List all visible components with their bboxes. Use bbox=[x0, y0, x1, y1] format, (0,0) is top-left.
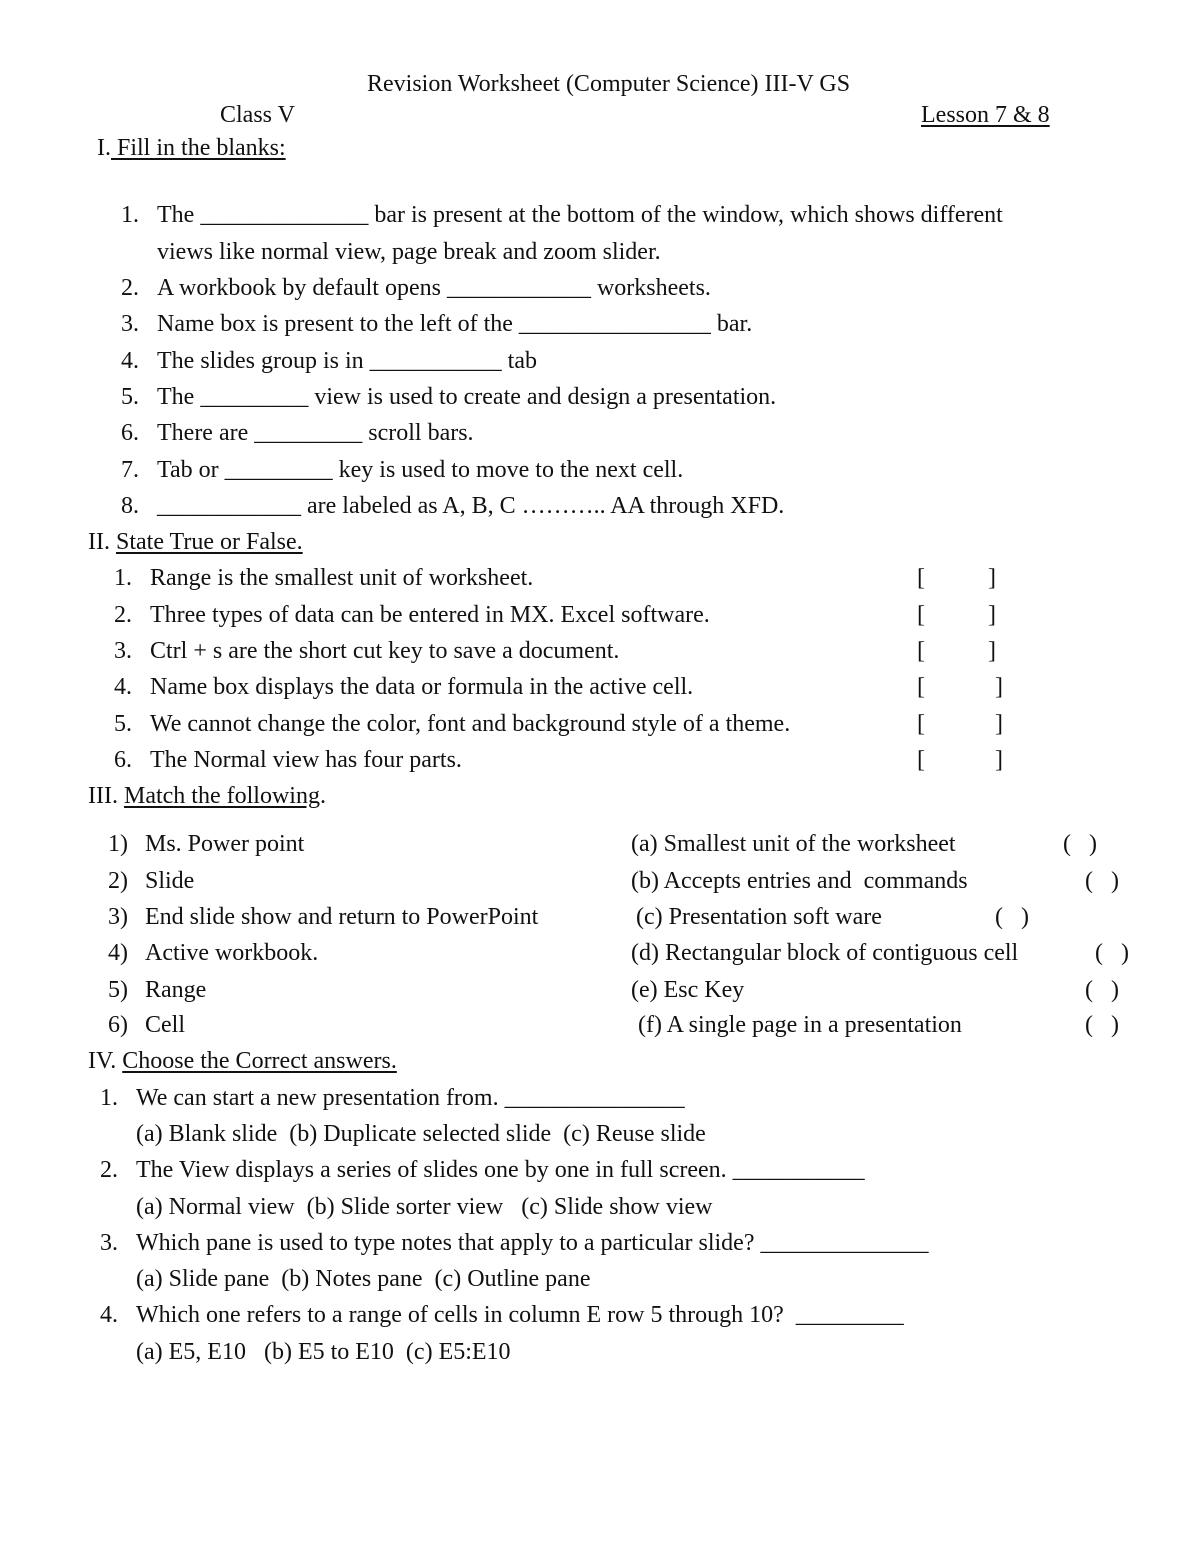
section-heading-true-false bbox=[88, 530, 303, 554]
list-item-text: Ctrl + s are the short cut key to save a document. bbox=[150, 638, 620, 664]
lesson-label: Lesson 7 & 8 bbox=[921, 102, 1050, 128]
section-number: II. bbox=[88, 529, 110, 555]
match-left-number: 1) bbox=[108, 831, 128, 857]
match-left-text: Ms. Power point bbox=[145, 831, 305, 857]
list-item-number: 4. bbox=[114, 674, 132, 700]
list-item-number: 6. bbox=[114, 747, 132, 773]
answer-bracket-close: ] bbox=[995, 674, 1003, 700]
answer-bracket-close: ] bbox=[988, 565, 996, 591]
list-item-number: 8. bbox=[121, 493, 139, 519]
list-item-text: A workbook by default opens ____________ worksheets. bbox=[157, 275, 711, 301]
list-item-number: 4. bbox=[100, 1302, 118, 1328]
match-left-number: 5) bbox=[108, 977, 128, 1003]
list-item-text-continued: views like normal view, page break and zoom slider. bbox=[157, 239, 661, 265]
match-left-text: Active workbook. bbox=[145, 940, 319, 966]
list-item-number: 5. bbox=[114, 711, 132, 737]
match-right-text: (e) Esc Key bbox=[631, 977, 745, 1003]
match-answer-parens: ( ) bbox=[1095, 940, 1129, 966]
list-item-number: 6. bbox=[121, 420, 139, 446]
match-right-text: (f) A single page in a presentation bbox=[638, 1012, 962, 1038]
list-item-number: 7. bbox=[121, 457, 139, 483]
answer-bracket-open: [ bbox=[917, 638, 925, 664]
section-heading-fill-blanks bbox=[97, 136, 286, 160]
list-item-text: ____________ are labeled as A, B, C ……….. AA through XFD. bbox=[157, 493, 785, 519]
list-item-text: The _________ view is used to create and design a presentation. bbox=[157, 384, 777, 410]
question-options: (a) Blank slide (b) Duplicate selected slide (c) Reuse slide bbox=[136, 1121, 706, 1147]
answer-bracket-open: [ bbox=[917, 747, 925, 773]
match-left-text: Range bbox=[145, 977, 207, 1003]
list-item-number: 5. bbox=[121, 384, 139, 410]
match-answer-parens: ( ) bbox=[1085, 1012, 1119, 1038]
section-title-period: . bbox=[319, 783, 326, 809]
list-item-number: 3. bbox=[121, 311, 139, 337]
worksheet-title: Revision Worksheet (Computer Science) III-V GS bbox=[367, 71, 851, 97]
list-item-number: 1. bbox=[114, 565, 132, 591]
list-item-number: 1. bbox=[100, 1085, 118, 1111]
match-right-text: (d) Rectangular block of contiguous cell bbox=[631, 940, 1019, 966]
list-item-number: 3. bbox=[114, 638, 132, 664]
list-item-text: There are _________ scroll bars. bbox=[157, 420, 474, 446]
section-number: III. bbox=[88, 783, 118, 809]
match-right-text: (a) Smallest unit of the worksheet bbox=[631, 831, 956, 857]
list-item-number: 1. bbox=[121, 202, 139, 228]
section-title: Match the following bbox=[123, 783, 320, 809]
section-heading-match bbox=[88, 784, 326, 808]
answer-bracket-open: [ bbox=[917, 602, 925, 628]
match-answer-parens: ( ) bbox=[1085, 977, 1119, 1003]
list-item-text: The slides group is in ___________ tab bbox=[157, 348, 537, 374]
match-right-text: (b) Accepts entries and commands bbox=[631, 868, 968, 894]
answer-bracket-open: [ bbox=[917, 711, 925, 737]
match-left-number: 4) bbox=[108, 940, 128, 966]
answer-bracket-close: ] bbox=[988, 602, 996, 628]
answer-bracket-close: ] bbox=[988, 638, 996, 664]
list-item-number: 2. bbox=[100, 1157, 118, 1183]
match-answer-parens: ( ) bbox=[1063, 831, 1097, 857]
list-item-text: Name box displays the data or formula in the active cell. bbox=[150, 674, 694, 700]
match-left-text: End slide show and return to PowerPoint bbox=[145, 904, 539, 930]
match-left-number: 6) bbox=[108, 1012, 128, 1038]
match-left-text: Slide bbox=[145, 868, 195, 894]
match-answer-parens: ( ) bbox=[1085, 868, 1119, 894]
question-text: Which one refers to a range of cells in column E row 5 through 10? _________ bbox=[136, 1302, 904, 1328]
section-title: Choose the Correct answers. bbox=[122, 1048, 397, 1074]
answer-bracket-close: ] bbox=[995, 747, 1003, 773]
answer-bracket-open: [ bbox=[917, 565, 925, 591]
section-title: Fill in the blanks: bbox=[111, 135, 286, 161]
question-options: (a) E5, E10 (b) E5 to E10 (c) E5:E10 bbox=[136, 1339, 511, 1365]
list-item-number: 2. bbox=[114, 602, 132, 628]
match-left-number: 3) bbox=[108, 904, 128, 930]
section-heading-choose-answers bbox=[88, 1049, 397, 1073]
match-left-number: 2) bbox=[108, 868, 128, 894]
list-item-number: 3. bbox=[100, 1230, 118, 1256]
question-text: We can start a new presentation from. _______________ bbox=[136, 1085, 685, 1111]
list-item-text: The Normal view has four parts. bbox=[150, 747, 462, 773]
section-number: IV. bbox=[88, 1048, 117, 1074]
question-options: (a) Normal view (b) Slide sorter view (c) Slide show view bbox=[136, 1194, 713, 1220]
match-answer-parens: ( ) bbox=[995, 904, 1029, 930]
match-right-text: (c) Presentation soft ware bbox=[636, 904, 882, 930]
list-item-text: Tab or _________ key is used to move to the next cell. bbox=[157, 457, 684, 483]
question-text: Which pane is used to type notes that apply to a particular slide? ______________ bbox=[136, 1230, 929, 1256]
list-item-text: We cannot change the color, font and background style of a theme. bbox=[150, 711, 791, 737]
list-item-text: Three types of data can be entered in MX. Excel software. bbox=[150, 602, 710, 628]
class-label: Class V bbox=[220, 102, 295, 128]
list-item-text: Range is the smallest unit of worksheet. bbox=[150, 565, 534, 591]
answer-bracket-open: [ bbox=[917, 674, 925, 700]
section-number: I. bbox=[97, 135, 111, 161]
answer-bracket-close: ] bbox=[995, 711, 1003, 737]
match-left-text: Cell bbox=[145, 1012, 185, 1038]
question-options: (a) Slide pane (b) Notes pane (c) Outline pane bbox=[136, 1266, 591, 1292]
section-title: State True or False. bbox=[115, 529, 303, 555]
list-item-number: 4. bbox=[121, 348, 139, 374]
question-text: The View displays a series of slides one by one in full screen. ___________ bbox=[136, 1157, 865, 1183]
list-item-number: 2. bbox=[121, 275, 139, 301]
list-item-text: Name box is present to the left of the ________________ bar. bbox=[157, 311, 753, 337]
list-item-text: The ______________ bar is present at the bottom of the window, which shows different bbox=[157, 202, 1003, 228]
